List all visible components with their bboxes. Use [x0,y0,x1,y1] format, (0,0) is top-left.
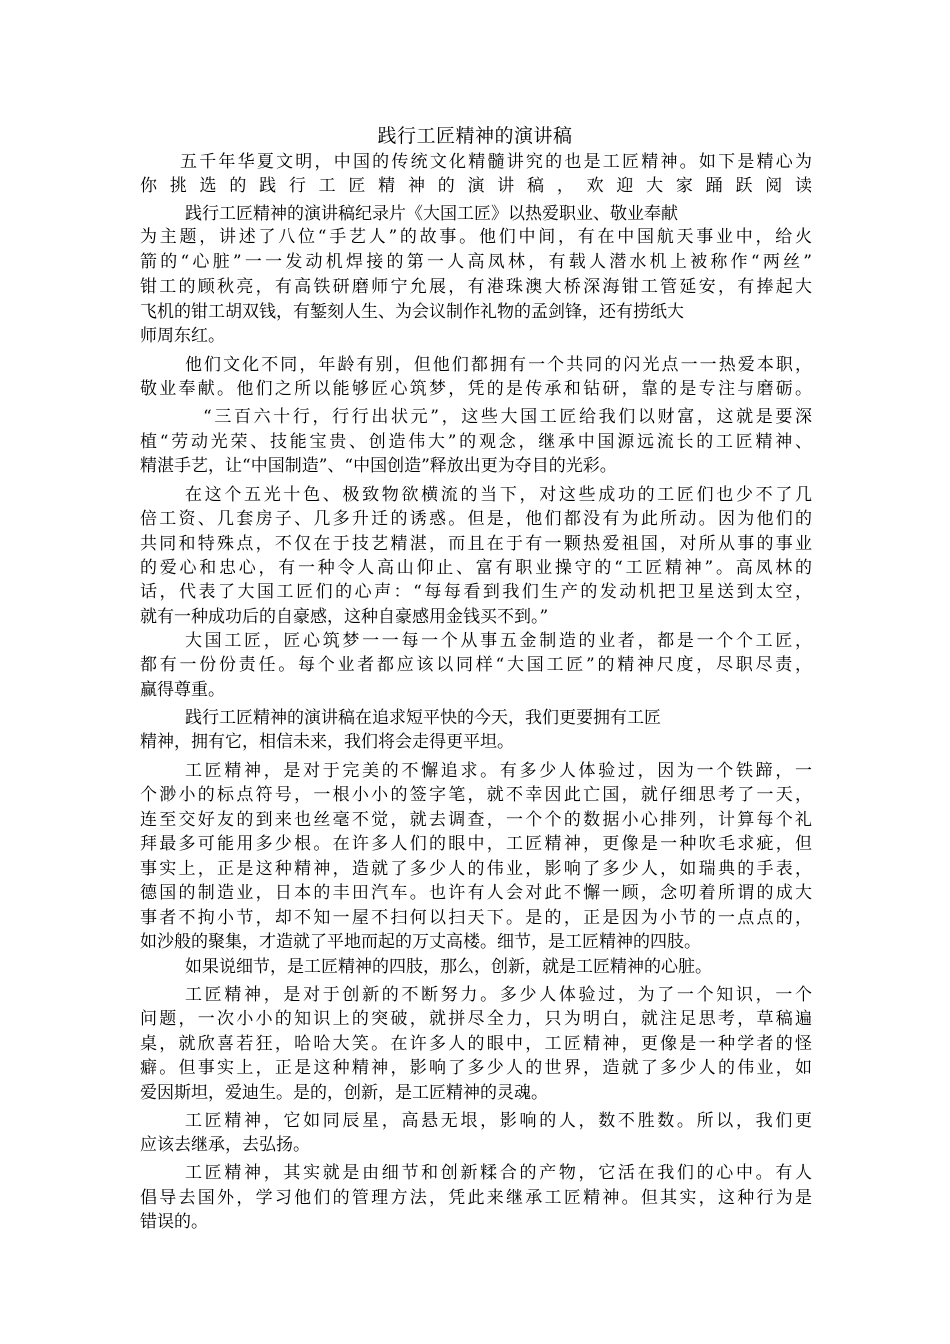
text-line: 个渺小的标点符号，一根小小的签字笔，就不幸因此亡国，就仔细思考了一天， [140,785,812,805]
text-line: 都有一份份责任。每个业者都应该以同样“大国工匠”的精神尺度，尽职尽责， [140,655,812,675]
text-line: 德国的制造业，日本的丰田汽车。也许有人会对此不懈一顾，念叨着所谓的成大 [140,883,812,903]
text-line: 应该去继承，去弘扬。 [140,1135,310,1155]
document-title: 践行工匠精神的演讲稿 [377,125,573,147]
text-line: 拜最多可能用多少根。在许多人们的眼中，工匠精神，更像是一种吹毛求疵，但 [140,834,812,854]
text-line: 就有一种成功后的自豪感，这种自豪感用金钱买不到。” [140,607,549,627]
text-line: 错误的。 [140,1212,208,1232]
text-line: 倍工资、几套房子、几多升迁的诱惑。但是，他们都没有为此所动。因为他们的 [140,509,812,529]
text-line: 敬业奉献。他们之所以能够匠心筑梦，凭的是传承和钻研，靠的是专注与磨砺。 [140,379,812,399]
text-line: 癖。但事实上，正是这种精神，影响了多少人的世界，造就了多少人的伟业，如 [140,1058,812,1078]
text-line: 事者不拘小节，却不知一屋不扫何以扫天下。是的，正是因为小节的一点点的， [140,908,812,928]
text-line: 倡导去国外，学习他们的管理方法，凭此来继承工匠精神。但其实，这种行为是 [140,1188,812,1208]
text-line: 如沙般的聚集，才造就了平地而起的万丈高楼。细节，是工匠精神的四肢。 [140,932,701,952]
text-line: 连至交好友的到来也丝毫不觉，就去调查，一个个的数据小心排列，计算每个礼 [140,810,812,830]
text-line: 爱因斯坦，爱迪生。是的，创新，是工匠精神的灵魂。 [140,1083,548,1103]
text-line: 植“劳动光荣、技能宝贵、创造伟大”的观念，继承中国源远流长的工匠精神、 [140,432,812,452]
text-line: 钳工的顾秋亮，有高铁研磨师宁允展，有港珠澳大桥深海钳工管延安，有捧起大 [140,277,812,297]
text-line: 如果说细节，是工匠精神的四肢，那么，创新，就是工匠精神的心脏。 [185,957,712,977]
text-line: 工匠精神，它如同辰星，高悬无垠，影响的人，数不胜数。所以，我们更 [185,1111,812,1131]
text-line: 工匠精神，是对于完美的不懈追求。有多少人体验过，因为一个铁蹄，一 [185,761,812,781]
text-line: 践行工匠精神的演讲稿纪录片《大国工匠》以热爱职业、敬业奉献 [185,204,678,224]
text-line: 精神，拥有它，相信未来，我们将会走得更平坦。 [140,732,514,752]
text-line: 箭的“心脏”一一发动机焊接的第一人高凤林，有载人潜水机上被称作“两丝” [140,252,812,272]
text-line: 精湛手艺，让“中国制造”、“中国创造”释放出更为夺目的光彩。 [140,456,617,476]
text-line: 大国工匠，匠心筑梦一一每一个从事五金制造的业者，都是一个个工匠， [185,631,812,651]
text-line: 工匠精神，其实就是由细节和创新糅合的产物，它活在我们的心中。有人 [185,1163,812,1183]
text-line: 事实上，正是这种精神，造就了多少人的伟业，影响了多少人，如瑞典的手表， [140,859,812,879]
text-line: 飞机的钳工胡双钱，有錾刻人生、为会议制作礼物的孟剑锋，还有捞纸大 [140,302,684,322]
text-line: 五千年华夏文明，中国的传统文化精髓讲究的也是工匠精神。如下是精心为 [180,152,812,172]
text-line: 共同和特殊点，不仅在于技艺精湛，而且在于有一颗热爱祖国，对所从事的事业 [140,534,812,554]
text-line: 话，代表了大国工匠们的心声：“每每看到我们生产的发动机把卫星送到太空， [140,582,812,602]
text-line: 为主题，讲述了八位“手艺人”的故事。他们中间，有在中国航天事业中，给火 [140,227,812,247]
text-line: 赢得尊重。 [140,680,225,700]
text-line: 践行工匠精神的演讲稿在追求短平快的今天，我们更要拥有工匠 [185,708,661,728]
text-line: 的爱心和忠心，有一种令人高山仰止、富有职业操守的“工匠精神”。高凤林的 [140,558,812,578]
text-line: 你挑选的践行工匠精神的演讲稿，欢迎大家踊跃阅读 [140,176,812,196]
text-line: 他们文化不同，年龄有别，但他们都拥有一个共同的闪光点一一热爱本职， [185,355,812,375]
text-line: 问题，一次小小的知识上的突破，就拼尽全力，只为明白，就注足思考，草稿遍 [140,1009,812,1029]
text-line: 工匠精神，是对于创新的不断努力。多少人体验过，为了一个知识，一个 [185,985,812,1005]
text-line: 师周东红。 [140,326,225,346]
text-line: 桌，就欣喜若狂，哈哈大笑。在许多人的眼中，工匠精神，更像是一种学者的怪 [140,1034,812,1054]
text-line: “三百六十行，行行出状元”，这些大国工匠给我们以财富，这就是要深 [203,407,812,427]
text-line: 在这个五光十色、极致物欲横流的当下，对这些成功的工匠们也少不了几 [185,485,812,505]
